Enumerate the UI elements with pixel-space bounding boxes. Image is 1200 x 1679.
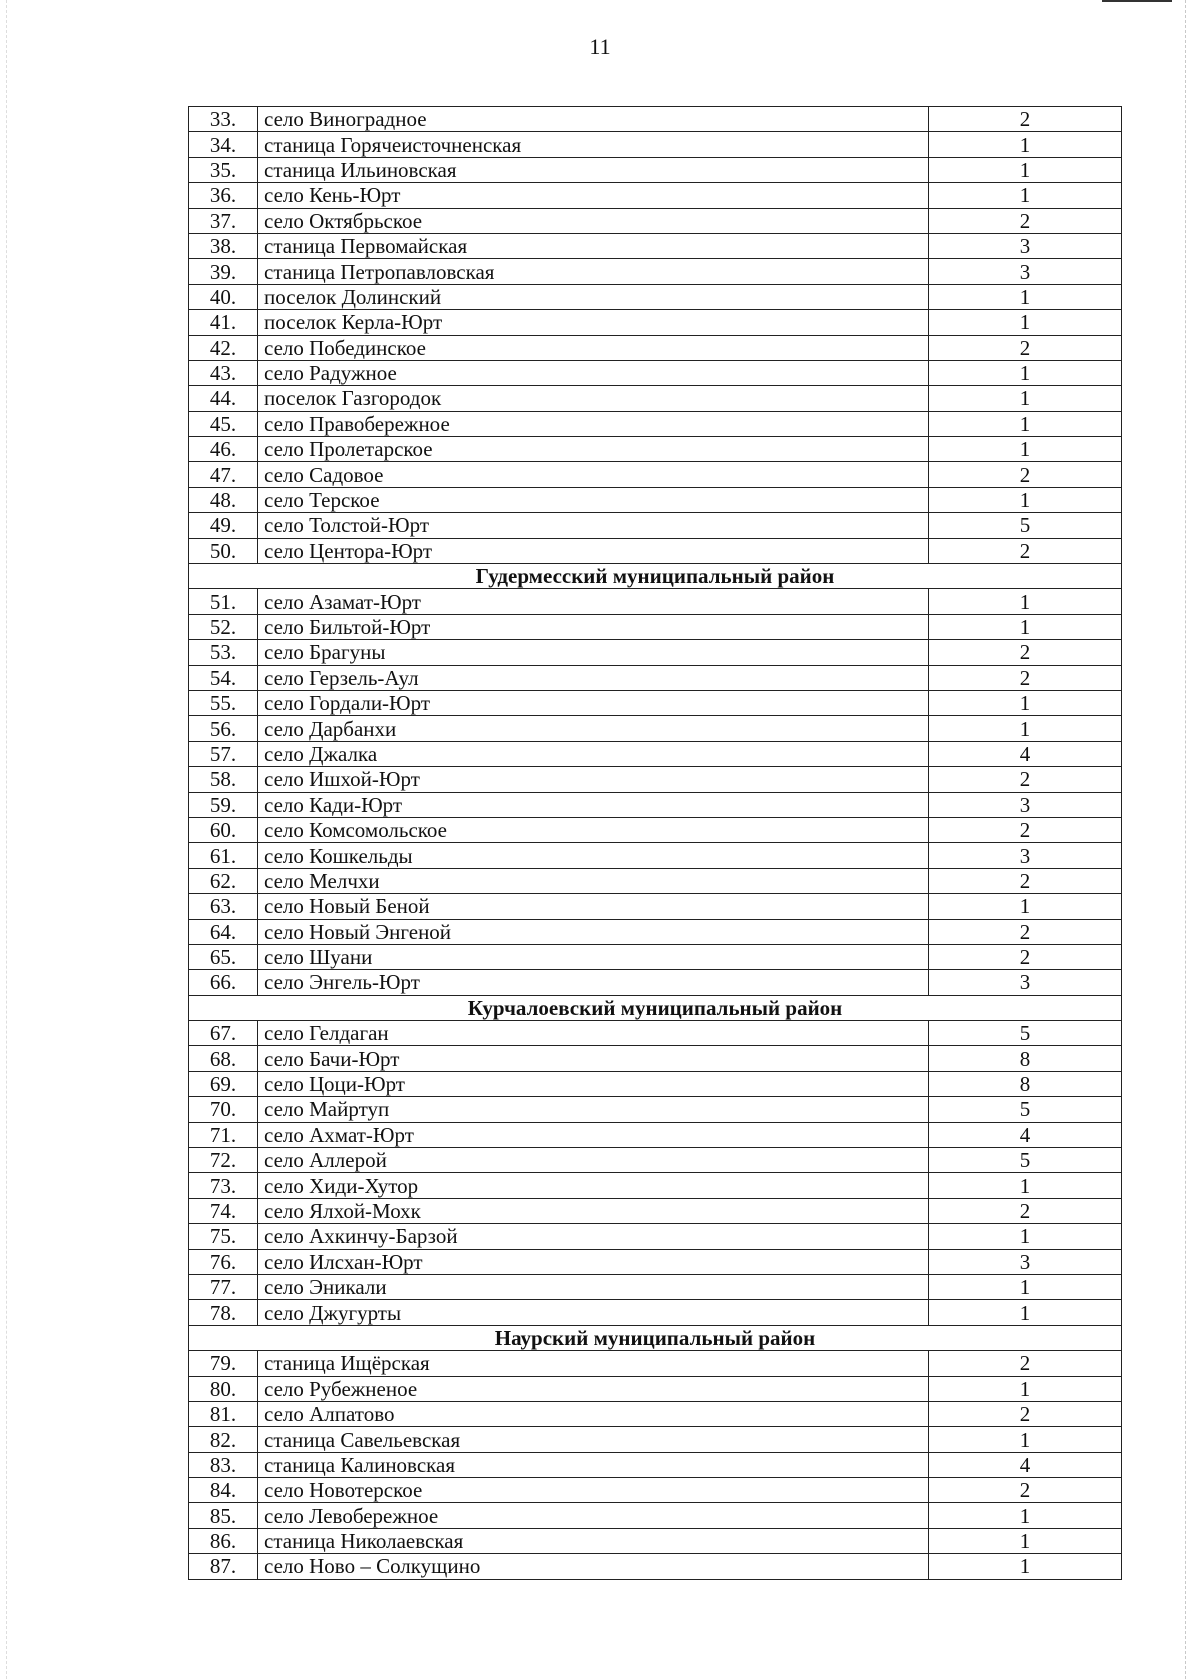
table-row <box>189 107 1122 132</box>
settlement-name: станица Калиновская <box>258 1452 929 1477</box>
settlement-name: село Левобережное <box>258 1503 929 1528</box>
row-number: 40. <box>189 284 258 309</box>
settlement-count: 1 <box>929 183 1122 208</box>
table-row <box>189 259 1122 284</box>
table-row <box>189 792 1122 817</box>
settlement-name: село Ахкинчу-Барзой <box>258 1224 929 1249</box>
settlement-count: 5 <box>929 1021 1122 1046</box>
table-row <box>189 1173 1122 1198</box>
settlement-count: 2 <box>929 1198 1122 1223</box>
row-number: 67. <box>189 1021 258 1046</box>
row-number: 51. <box>189 589 258 614</box>
row-number: 34. <box>189 132 258 157</box>
row-number: 41. <box>189 310 258 335</box>
row-number: 85. <box>189 1503 258 1528</box>
row-number: 44. <box>189 386 258 411</box>
row-number: 45. <box>189 411 258 436</box>
settlement-name: село Цоци-Юрт <box>258 1071 929 1096</box>
table-row <box>189 1401 1122 1426</box>
settlement-count: 5 <box>929 513 1122 538</box>
settlement-count: 1 <box>929 690 1122 715</box>
settlement-name: село Садовое <box>258 462 929 487</box>
row-number: 47. <box>189 462 258 487</box>
table-row <box>189 1148 1122 1173</box>
settlement-name: село Аллерой <box>258 1148 929 1173</box>
table-row <box>189 437 1122 462</box>
table-row <box>189 1249 1122 1274</box>
settlement-name: село Комсомольское <box>258 817 929 842</box>
settlement-name: село Рубежненое <box>258 1376 929 1401</box>
settlement-name: село Толстой-Юрт <box>258 513 929 538</box>
row-number: 81. <box>189 1401 258 1426</box>
settlement-count: 1 <box>929 1224 1122 1249</box>
settlement-name: село Радужное <box>258 360 929 385</box>
settlement-count: 1 <box>929 716 1122 741</box>
row-number: 73. <box>189 1173 258 1198</box>
table-row <box>189 1528 1122 1553</box>
table-row <box>189 1452 1122 1477</box>
table-row <box>189 157 1122 182</box>
table-row <box>189 1478 1122 1503</box>
settlement-count: 2 <box>929 335 1122 360</box>
settlement-name: село Октябрьское <box>258 208 929 233</box>
table-row <box>189 386 1122 411</box>
settlement-name: станица Савельевская <box>258 1427 929 1452</box>
settlement-name: село Джугурты <box>258 1300 929 1325</box>
settlement-name: село Майртуп <box>258 1097 929 1122</box>
settlement-name: поселок Керла-Юрт <box>258 310 929 335</box>
settlement-name: станица Ищёрская <box>258 1351 929 1376</box>
table-row <box>189 1274 1122 1299</box>
table-row <box>189 1046 1122 1071</box>
row-number: 48. <box>189 487 258 512</box>
settlement-name: село Кошкельды <box>258 843 929 868</box>
settlement-count: 1 <box>929 157 1122 182</box>
settlement-count: 1 <box>929 132 1122 157</box>
settlement-name: село Дарбанхи <box>258 716 929 741</box>
row-number: 36. <box>189 183 258 208</box>
settlement-count: 5 <box>929 1148 1122 1173</box>
row-number: 80. <box>189 1376 258 1401</box>
settlement-count: 1 <box>929 1173 1122 1198</box>
row-number: 52. <box>189 614 258 639</box>
settlement-count: 4 <box>929 741 1122 766</box>
table-row <box>189 360 1122 385</box>
table-row <box>189 1122 1122 1147</box>
settlement-name: село Ахмат-Юрт <box>258 1122 929 1147</box>
row-number: 61. <box>189 843 258 868</box>
settlement-name: село Побединское <box>258 335 929 360</box>
settlement-count: 1 <box>929 589 1122 614</box>
settlement-name: село Илсхан-Юрт <box>258 1249 929 1274</box>
settlement-count: 2 <box>929 1351 1122 1376</box>
table-row <box>189 1376 1122 1401</box>
settlement-name: село Брагуны <box>258 640 929 665</box>
table-row <box>189 183 1122 208</box>
settlements-table <box>188 106 1122 1580</box>
table-row <box>189 767 1122 792</box>
row-number: 86. <box>189 1528 258 1553</box>
row-number: 78. <box>189 1300 258 1325</box>
settlement-name: станица Николаевская <box>258 1528 929 1553</box>
settlement-count: 1 <box>929 284 1122 309</box>
table-row <box>189 462 1122 487</box>
table-row <box>189 208 1122 233</box>
settlement-name: поселок Долинский <box>258 284 929 309</box>
row-number: 56. <box>189 716 258 741</box>
settlement-count: 8 <box>929 1071 1122 1096</box>
settlement-count: 2 <box>929 1401 1122 1426</box>
settlement-count: 2 <box>929 107 1122 132</box>
settlement-count: 1 <box>929 1528 1122 1553</box>
row-number: 59. <box>189 792 258 817</box>
table-row <box>189 538 1122 563</box>
table-row <box>189 843 1122 868</box>
settlement-name: село Ново – Солкущино <box>258 1554 929 1579</box>
row-number: 63. <box>189 894 258 919</box>
settlement-name: село Новый Энгеной <box>258 919 929 944</box>
section-heading: Курчалоевский муниципальный район <box>189 995 1122 1020</box>
row-number: 62. <box>189 868 258 893</box>
row-number: 83. <box>189 1452 258 1477</box>
settlement-name: село Эникали <box>258 1274 929 1299</box>
settlement-name: село Пролетарское <box>258 437 929 462</box>
settlement-count: 1 <box>929 614 1122 639</box>
settlement-name: село Терское <box>258 487 929 512</box>
table-row <box>189 284 1122 309</box>
settlement-count: 2 <box>929 538 1122 563</box>
settlement-name: село Бачи-Юрт <box>258 1046 929 1071</box>
table-row <box>189 1224 1122 1249</box>
row-number: 64. <box>189 919 258 944</box>
settlement-name: село Кень-Юрт <box>258 183 929 208</box>
settlement-count: 2 <box>929 208 1122 233</box>
settlement-count: 2 <box>929 817 1122 842</box>
row-number: 76. <box>189 1249 258 1274</box>
settlement-count: 1 <box>929 1376 1122 1401</box>
settlement-name: село Энгель-Юрт <box>258 970 929 995</box>
section-heading: Гудермесский муниципальный район <box>189 564 1122 589</box>
settlement-name: село Герзель-Аул <box>258 665 929 690</box>
settlement-count: 2 <box>929 665 1122 690</box>
section-heading-row <box>189 1325 1122 1350</box>
table-row <box>189 513 1122 538</box>
settlement-count: 4 <box>929 1452 1122 1477</box>
settlement-count: 1 <box>929 1554 1122 1579</box>
table-row <box>189 1097 1122 1122</box>
row-number: 70. <box>189 1097 258 1122</box>
row-number: 39. <box>189 259 258 284</box>
scan-edge-left <box>6 0 8 1679</box>
table-row <box>189 868 1122 893</box>
row-number: 35. <box>189 157 258 182</box>
table-row <box>189 233 1122 258</box>
row-number: 38. <box>189 233 258 258</box>
settlement-count: 1 <box>929 894 1122 919</box>
settlement-name: село Хиди-Хутор <box>258 1173 929 1198</box>
row-number: 54. <box>189 665 258 690</box>
settlement-name: село Азамат-Юрт <box>258 589 929 614</box>
row-number: 77. <box>189 1274 258 1299</box>
settlement-count: 2 <box>929 640 1122 665</box>
row-number: 33. <box>189 107 258 132</box>
settlement-count: 2 <box>929 868 1122 893</box>
row-number: 87. <box>189 1554 258 1579</box>
row-number: 58. <box>189 767 258 792</box>
settlement-name: село Новый Беной <box>258 894 929 919</box>
table-row <box>189 1503 1122 1528</box>
row-number: 74. <box>189 1198 258 1223</box>
row-number: 65. <box>189 944 258 969</box>
table-row <box>189 132 1122 157</box>
settlement-count: 4 <box>929 1122 1122 1147</box>
settlement-name: село Ишхой-Юрт <box>258 767 929 792</box>
table-row <box>189 411 1122 436</box>
table-row <box>189 665 1122 690</box>
table-row <box>189 817 1122 842</box>
table-row <box>189 335 1122 360</box>
table-row <box>189 1554 1122 1579</box>
table-row <box>189 487 1122 512</box>
settlement-count: 1 <box>929 411 1122 436</box>
row-number: 60. <box>189 817 258 842</box>
row-number: 55. <box>189 690 258 715</box>
settlement-count: 2 <box>929 767 1122 792</box>
settlement-count: 3 <box>929 233 1122 258</box>
table-row <box>189 690 1122 715</box>
row-number: 84. <box>189 1478 258 1503</box>
settlement-name: поселок Газгородок <box>258 386 929 411</box>
row-number: 49. <box>189 513 258 538</box>
settlement-count: 1 <box>929 1503 1122 1528</box>
settlement-count: 3 <box>929 970 1122 995</box>
table-row <box>189 919 1122 944</box>
settlement-name: село Гелдаган <box>258 1021 929 1046</box>
settlement-count: 2 <box>929 919 1122 944</box>
table-row <box>189 614 1122 639</box>
settlement-count: 1 <box>929 487 1122 512</box>
settlement-name: станица Петропавловская <box>258 259 929 284</box>
settlement-count: 1 <box>929 386 1122 411</box>
settlement-count: 1 <box>929 360 1122 385</box>
table-row <box>189 716 1122 741</box>
table-row <box>189 1071 1122 1096</box>
settlement-name: станица Ильиновская <box>258 157 929 182</box>
row-number: 66. <box>189 970 258 995</box>
settlement-name: село Кади-Юрт <box>258 792 929 817</box>
row-number: 46. <box>189 437 258 462</box>
table-row <box>189 1351 1122 1376</box>
corner-mark <box>1102 0 1172 2</box>
settlement-count: 1 <box>929 437 1122 462</box>
settlement-count: 5 <box>929 1097 1122 1122</box>
settlement-count: 3 <box>929 259 1122 284</box>
section-heading-row <box>189 564 1122 589</box>
table-row <box>189 310 1122 335</box>
settlement-count: 2 <box>929 462 1122 487</box>
settlement-name: станица Горячеисточненская <box>258 132 929 157</box>
settlement-count: 1 <box>929 1427 1122 1452</box>
row-number: 75. <box>189 1224 258 1249</box>
settlement-count: 1 <box>929 310 1122 335</box>
page-number: 11 <box>589 34 611 59</box>
row-number: 37. <box>189 208 258 233</box>
settlement-name: село Шуани <box>258 944 929 969</box>
table-row <box>189 944 1122 969</box>
section-heading-row <box>189 995 1122 1020</box>
row-number: 68. <box>189 1046 258 1071</box>
table-row <box>189 1198 1122 1223</box>
settlement-count: 8 <box>929 1046 1122 1071</box>
table-row <box>189 1021 1122 1046</box>
row-number: 72. <box>189 1148 258 1173</box>
row-number: 53. <box>189 640 258 665</box>
row-number: 42. <box>189 335 258 360</box>
settlement-name: село Виноградное <box>258 107 929 132</box>
settlement-name: село Новотерское <box>258 1478 929 1503</box>
settlement-name: село Мелчхи <box>258 868 929 893</box>
scan-edge-right <box>1184 0 1186 1679</box>
row-number: 79. <box>189 1351 258 1376</box>
table-row <box>189 894 1122 919</box>
settlement-name: село Алпатово <box>258 1401 929 1426</box>
table-row <box>189 589 1122 614</box>
settlement-name: село Джалка <box>258 741 929 766</box>
settlement-name: станица Первомайская <box>258 233 929 258</box>
row-number: 82. <box>189 1427 258 1452</box>
table-row <box>189 741 1122 766</box>
settlement-count: 2 <box>929 944 1122 969</box>
row-number: 69. <box>189 1071 258 1096</box>
settlement-count: 3 <box>929 1249 1122 1274</box>
table-row <box>189 640 1122 665</box>
row-number: 71. <box>189 1122 258 1147</box>
settlement-count: 2 <box>929 1478 1122 1503</box>
settlement-name: село Гордали-Юрт <box>258 690 929 715</box>
settlement-count: 1 <box>929 1300 1122 1325</box>
settlement-name: село Ялхой-Мохк <box>258 1198 929 1223</box>
table-row <box>189 970 1122 995</box>
section-heading: Наурский муниципальный район <box>189 1325 1122 1350</box>
settlement-name: село Правобережное <box>258 411 929 436</box>
row-number: 57. <box>189 741 258 766</box>
settlement-count: 1 <box>929 1274 1122 1299</box>
settlement-count: 3 <box>929 792 1122 817</box>
settlement-count: 3 <box>929 843 1122 868</box>
table-body <box>189 107 1122 1580</box>
row-number: 50. <box>189 538 258 563</box>
table-row <box>189 1300 1122 1325</box>
table-row <box>189 1427 1122 1452</box>
settlement-name: село Центора-Юрт <box>258 538 929 563</box>
settlement-name: село Бильтой-Юрт <box>258 614 929 639</box>
row-number: 43. <box>189 360 258 385</box>
